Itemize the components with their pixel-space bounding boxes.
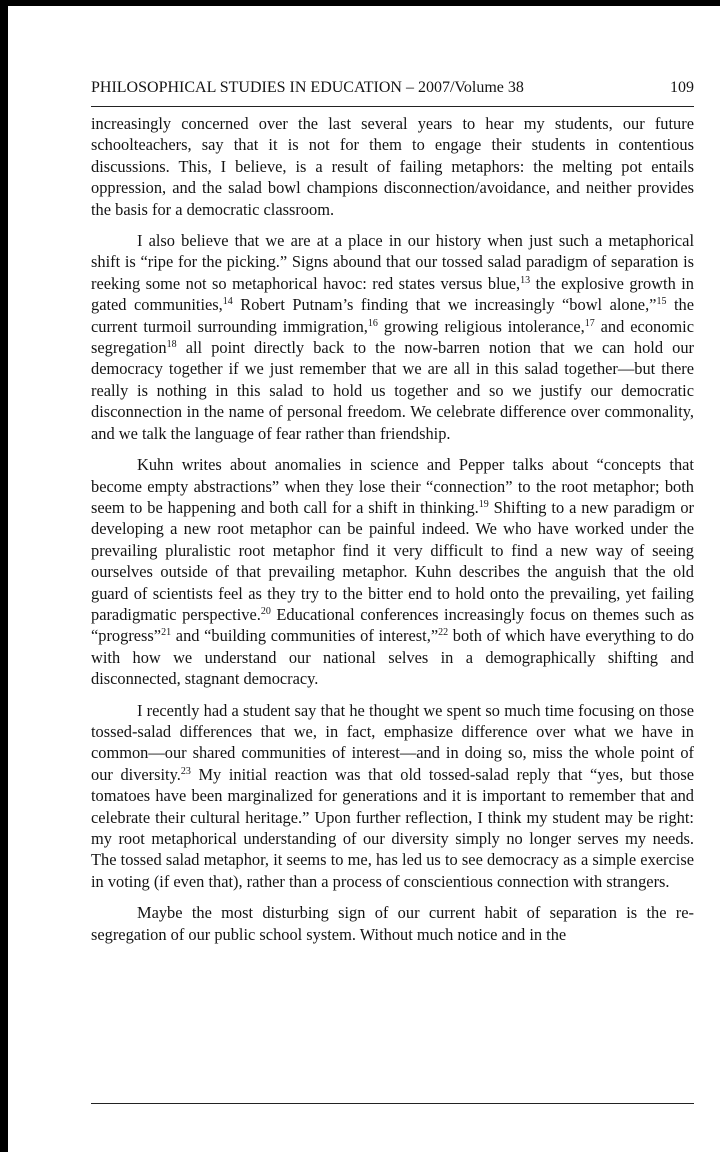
footnote-marker: 17 [584, 317, 595, 329]
text-run: Shifting to a new paradigm or developing a new root metaphor can be painful indeed. We who have worked under the prevailing pluralistic root metaphor find it very difficult to find a new way of seeing ourselves outside of that prevailing metaphor. Kuhn describes the anguish that the old guard of scientists feel as they try to the bitter end to hold onto the prevailing, yet failing paradigmatic perspective. [91, 497, 694, 624]
text-run: increasingly concerned over the last several years to hear my students, our future schoolteachers, say that it is not for them to engage their students in contentious discussions. This, I believe, is a result of failing metaphors: the melting pot entails oppression, and the salad bowl champions disconnection/avoidance, and neither provides the basis for a democratic classroom. [91, 114, 694, 219]
paragraph [91, 902, 694, 945]
footnote-marker: 19 [478, 498, 489, 510]
footnote-marker: 20 [260, 605, 271, 617]
running-header [91, 76, 694, 100]
text-run: Maybe the most disturbing sign of our current habit of separation is the re-segregation of our public school system. Without much notice and in the [91, 903, 694, 944]
footnote-marker: 21 [161, 627, 172, 639]
text-run: and economic segregation [91, 316, 694, 358]
text-run: both of which have everything to do with how we understand our national selves in a demographically shifting and disconnected, stagnant democracy. [91, 626, 694, 689]
footnote-marker: 14 [222, 296, 233, 308]
footnote-marker: 18 [166, 339, 177, 351]
text-run: Kuhn writes about anomalies in science and Pepper talks about “concepts that become empty abstractions” when they lose their “connection” to the root metaphor; both seem to be happening and both call for a shift in thinking. [91, 455, 694, 517]
paragraph [91, 113, 694, 220]
text-run: growing religious intolerance, [377, 316, 585, 336]
page-number: 109 [670, 79, 694, 96]
footnote-marker: 23 [180, 765, 191, 777]
paragraph [91, 454, 694, 689]
footnote-marker: 22 [438, 627, 449, 639]
text-run: and “building communities of interest,” [171, 626, 439, 646]
footnote-marker: 16 [367, 317, 378, 329]
text-run: all point directly back to the now-barren notion that we can hold our democracy together if we just remember that we are all in this salad together—but there really is nothing in this salad to hold us together and so we justify our democratic disconnection in the name of personal freedom. We celebrate difference over commonality, and we talk the language of fear rather than friendship. [91, 338, 694, 443]
paragraph [91, 230, 694, 444]
footnote-marker: 13 [520, 274, 531, 286]
footer-rule [91, 1103, 694, 1104]
text-run: I recently had a student say that he thought we spent so much time focusing on those tossed-salad differences that we, in fact, emphasize difference over what we have in common—our shared communities of interest—and in doing so, miss the whole point of our diversity. [91, 700, 694, 784]
text-run: I also believe that we are at a place in our history when just such a metaphorical shift is “ripe for the picking.” Signs abound that our tossed salad paradigm of separation is reeking some not so metaphorical havoc: red states versus blue, [91, 231, 694, 293]
body-text [91, 113, 694, 955]
document-page [8, 6, 720, 1152]
text-run: the explosive growth in gated communities, [91, 273, 695, 315]
footnote-marker: 15 [656, 296, 667, 308]
text-run: Educational conferences increasingly focus on themes such as “progress” [91, 604, 694, 646]
text-run: Robert Putnam’s finding that we increasingly “bowl alone,” [232, 295, 657, 315]
text-run: the current turmoil surrounding immigration, [91, 295, 694, 336]
text-run: My initial reaction was that old tossed-salad reply that “yes, but those tomatoes have been marginalized for generations and it is important to remember that and celebrate their cultural heritage.” Upon further reflection, I think my student may be right: my root metaphorical understanding of our diversity simply no longer serves my needs. The tossed salad metaphor, it seems to me, has led us to see democracy as a simple exercise in voting (if even that), rather than a process of conscientious connection with strangers. [91, 764, 694, 891]
header-rule [91, 106, 694, 107]
running-title: PHILOSOPHICAL STUDIES IN EDUCATION – 2007/Volume 38 [91, 79, 524, 96]
paragraph [91, 700, 694, 893]
